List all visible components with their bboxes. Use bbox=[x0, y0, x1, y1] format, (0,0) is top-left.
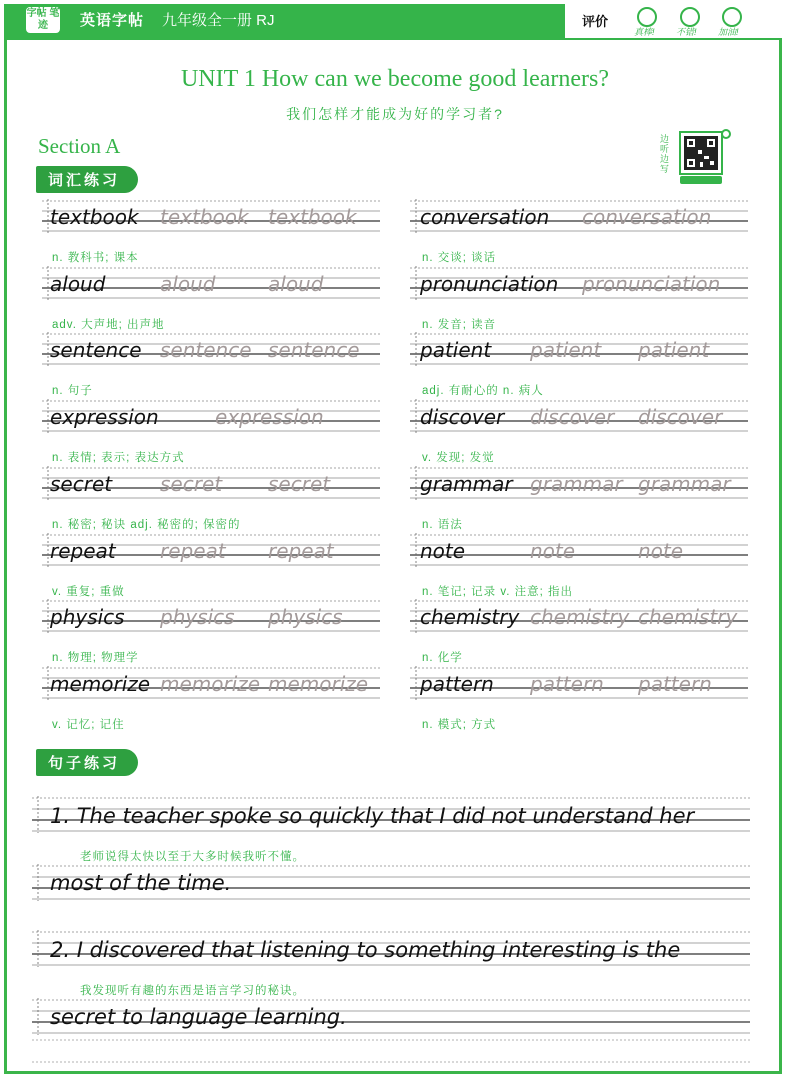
vocab-trace-copy: grammar bbox=[638, 472, 731, 496]
vocab-meaning: n. 化学 bbox=[422, 652, 463, 664]
vocab-meaning: adv. 大声地; 出声地 bbox=[52, 319, 165, 331]
vocab-meaning: n. 笔记; 记录 v. 注意; 指出 bbox=[422, 586, 574, 598]
vocab-word: aloud bbox=[50, 272, 106, 296]
vocab-trace-copy: note bbox=[638, 539, 684, 563]
sentence-2-line-1: 2. I discovered that listening to something interesting is the bbox=[50, 938, 681, 962]
vocab-trace-copy: pattern bbox=[638, 672, 712, 696]
sentence-2-line-2: secret to language learning. bbox=[50, 1005, 347, 1029]
grade-label: 九年级全一册 RJ bbox=[162, 12, 275, 29]
vocab-trace-copy: expression bbox=[215, 405, 324, 429]
rating-option-1: 真棒! bbox=[634, 27, 655, 37]
vocab-trace-copy: aloud bbox=[268, 272, 324, 296]
vocab-word: pattern bbox=[420, 672, 494, 696]
sentence-heading: 句子练习 bbox=[36, 749, 138, 776]
vocab-meaning: n. 教科书; 课本 bbox=[52, 252, 139, 264]
vocab-word: note bbox=[420, 539, 466, 563]
unit-title: UNIT 1 How can we become good learners? bbox=[180, 66, 610, 92]
smile-face-icon[interactable] bbox=[680, 7, 700, 27]
sentence-2-translation: 我发现听有趣的东西是语言学习的秘诀。 bbox=[80, 985, 305, 997]
rating-label: 评价 bbox=[582, 14, 609, 29]
sad-face-icon[interactable] bbox=[722, 7, 742, 27]
vocab-trace-copy: textbook bbox=[268, 205, 357, 229]
vocab-word: grammar bbox=[420, 472, 513, 496]
vocab-trace-copy: aloud bbox=[160, 272, 216, 296]
vocab-trace-copy: patient bbox=[530, 338, 602, 362]
qr-caption: 边听边写 bbox=[660, 134, 670, 174]
vocab-meaning: n. 表情; 表示; 表达方式 bbox=[52, 452, 185, 464]
vocab-word: chemistry bbox=[420, 605, 520, 629]
vocab-word: physics bbox=[50, 605, 125, 629]
vocab-trace-copy: secret bbox=[160, 472, 223, 496]
sentence-1-translation: 老师说得太快以至于大多时候我听不懂。 bbox=[80, 851, 305, 863]
vocab-heading: 词汇练习 bbox=[36, 166, 138, 193]
vocab-trace-copy: repeat bbox=[268, 539, 334, 563]
vocab-trace-copy: discover bbox=[638, 405, 723, 429]
vocab-word: discover bbox=[420, 405, 505, 429]
vocab-word: sentence bbox=[50, 338, 142, 362]
vocab-meaning: v. 记忆; 记住 bbox=[52, 719, 125, 731]
vocab-trace-copy: physics bbox=[160, 605, 235, 629]
vocab-trace-copy: memorize bbox=[268, 672, 369, 696]
unit-subtitle: 我们怎样才能成为好的学习者? bbox=[286, 106, 504, 122]
vocab-word: repeat bbox=[50, 539, 116, 563]
vocab-trace-copy: chemistry bbox=[530, 605, 630, 629]
vocab-meaning: n. 秘密; 秘诀 adj. 秘密的; 保密的 bbox=[52, 519, 241, 531]
vocab-trace-copy: note bbox=[530, 539, 576, 563]
rating-option-3: 加油! bbox=[718, 27, 739, 37]
vocab-trace-copy: chemistry bbox=[638, 605, 738, 629]
vocab-meaning: v. 发现; 发觉 bbox=[422, 452, 495, 464]
vocab-trace-copy: patient bbox=[638, 338, 710, 362]
vocab-trace-copy: memorize bbox=[160, 672, 261, 696]
vocab-word: memorize bbox=[50, 672, 151, 696]
vocab-trace-copy: sentence bbox=[160, 338, 252, 362]
vocab-word: conversation bbox=[420, 205, 550, 229]
book-title: 英语字帖 bbox=[80, 12, 145, 29]
sentence-1-line-1: 1. The teacher spoke so quickly that I did not understand her bbox=[50, 804, 695, 828]
vocab-trace-copy: pronunciation bbox=[582, 272, 721, 296]
section-label: Section A bbox=[38, 134, 121, 158]
vocab-trace-copy: discover bbox=[530, 405, 615, 429]
vocab-word: secret bbox=[50, 472, 113, 496]
vocab-meaning: n. 发音; 读音 bbox=[422, 319, 497, 331]
vocab-trace-copy: conversation bbox=[582, 205, 712, 229]
vocab-meaning: n. 句子 bbox=[52, 385, 93, 397]
vocab-trace-copy: pattern bbox=[530, 672, 604, 696]
vocab-meaning: n. 语法 bbox=[422, 519, 463, 531]
vocab-trace-copy: repeat bbox=[160, 539, 226, 563]
vocab-meaning: n. 交谈; 谈话 bbox=[422, 252, 497, 264]
vocab-trace-copy: secret bbox=[268, 472, 331, 496]
happy-face-icon[interactable] bbox=[637, 7, 657, 27]
vocab-word: patient bbox=[420, 338, 492, 362]
vocab-trace-copy: physics bbox=[268, 605, 343, 629]
vocab-meaning: n. 模式; 方式 bbox=[422, 719, 497, 731]
vocab-trace-copy: sentence bbox=[268, 338, 360, 362]
vocab-meaning: n. 物理; 物理学 bbox=[52, 652, 139, 664]
vocab-trace-copy: textbook bbox=[160, 205, 249, 229]
vocab-word: textbook bbox=[50, 205, 139, 229]
vocab-meaning: v. 重复; 重做 bbox=[52, 586, 125, 598]
rating-option-2: 不错! bbox=[676, 27, 697, 37]
vocab-trace-copy: grammar bbox=[530, 472, 623, 496]
vocab-word: pronunciation bbox=[420, 272, 559, 296]
vocab-word: expression bbox=[50, 405, 159, 429]
logo: 字帖 笔迹 bbox=[26, 8, 60, 31]
sentence-1-line-2: most of the time. bbox=[50, 871, 232, 895]
vocab-meaning: adj. 有耐心的 n. 病人 bbox=[422, 385, 544, 397]
